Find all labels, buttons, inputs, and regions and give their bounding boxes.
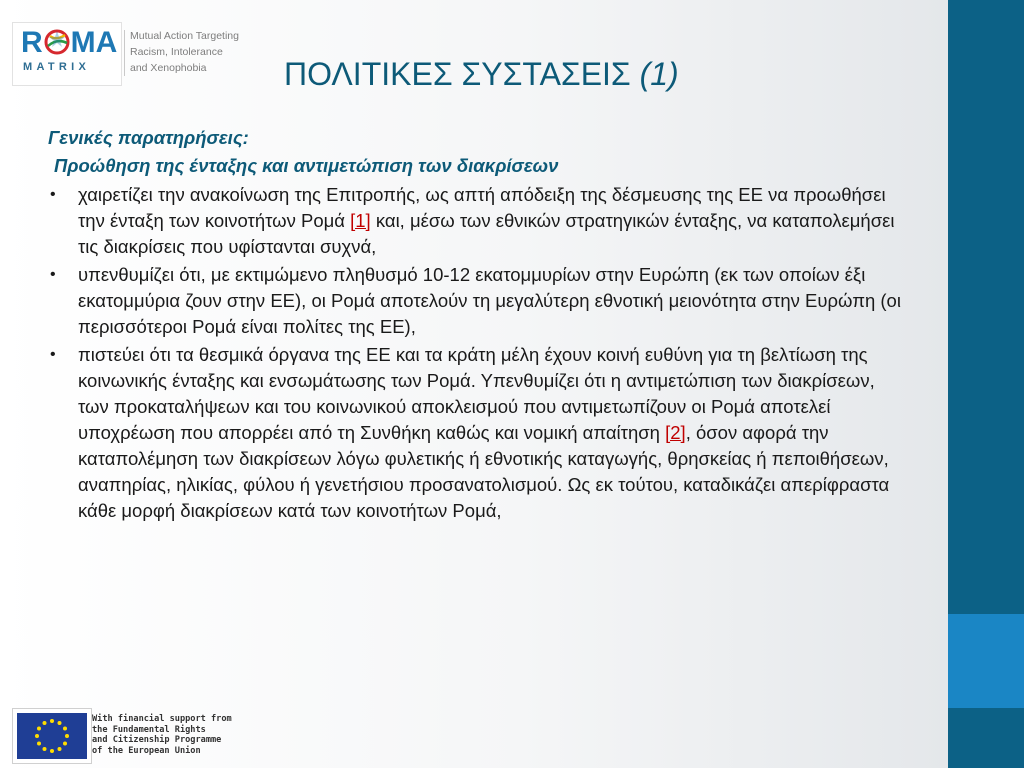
logo-tagline-line: Mutual Action Targeting [130,30,239,42]
subheading-general-remarks: Γενικές παρατηρήσεις: [48,127,249,148]
logo-tagline-line: and Xenophobia [130,62,207,74]
list-item [48,262,908,340]
globe-icon [44,29,70,55]
slide-content [48,124,908,526]
footnote-link-2[interactable]: [2] [665,422,686,443]
eu-flag-icon [12,708,92,764]
list-item [48,342,908,524]
eu-funding-footer [12,708,302,764]
slide-title-main: ΠΟΛΙΤΙΚΕΣ ΣΥΣΤΑΣΕΙΣ [284,56,631,92]
bullet-icon: • [50,186,56,203]
logo-letter-r: R [21,26,43,59]
bullet-list [48,182,908,524]
bullet-icon: • [50,266,56,283]
logo-tagline-line: Racism, Intolerance [130,46,223,58]
logo-matrix-text: MATRIX [23,61,91,73]
subheading-inclusion: Προώθηση της ένταξης και αντιμετώπιση των διακρίσεων [54,155,559,176]
list-item [48,182,908,260]
eu-funding-text [92,714,302,756]
bullet-text-after: , όσον αφορά την καταπολέμηση των διακρίσεων λόγω φυλετικής ή εθνοτικής καταγωγής, θρησκείας ή πεποιθήσεων, αναπηρίας, ηλικίας, φύλου ή γενετήσιου προσανατολισμού. Ως εκ τούτου, καταδικάζει απερίφραστα κάθε μορφή διακρίσεων κατά των κοινοτήτων Ρομά, [78,422,890,521]
logo-divider [124,30,125,76]
logo-tagline [130,28,270,76]
eu-funding-line: and Citizenship Programme [92,735,222,745]
eu-funding-line: the Fundamental Rights [92,724,206,735]
bullet-text: χαιρετίζει την ανακοίνωση της Επιτροπής, ως απτή απόδειξη της δέσμευσης της ΕΕ να προωθήσει την ένταξη των κοινοτήτων Ρομά [78,184,886,231]
eu-funding-line: With financial support from [92,714,232,724]
right-accent-bar-highlight [948,614,1024,708]
logo-letters-ma: MA [70,26,118,59]
footnote-link-1[interactable]: [1] [350,210,371,231]
bullet-text: πιστεύει ότι τα θεσμικά όργανα της ΕΕ και τα κράτη μέλη έχουν κοινή ευθύνη για τη βελτίωση της κοινωνικής ένταξης και ενσωμάτωσης των Ρομά. Υπενθυμίζει ότι η αντιμετώπιση των διακρίσεων, των προκαταλήψεων και του κοινωνικού αποκλεισμού που αντιμετωπίζουν οι Ρομά αποτελεί υποχρέωση που απορρέει από τη Συνθήκη καθώς και νομική απαίτηση [78,344,875,443]
logo-wordmark [21,26,117,60]
bullet-text-after: και, μέσω των εθνικών στρατηγικών ένταξης, να καταπολεμήσει τις διακρίσεις που υφίστανται συχνά, [78,210,895,257]
eu-funding-line: of the European Union [92,745,201,756]
bullet-icon: • [50,346,56,363]
logo-mark [12,22,122,86]
bullet-text: υπενθυμίζει ότι, με εκτιμώμενο πληθυσμό 10-12 εκατομμυρίων στην Ευρώπη (εκ των οποίων έξι εκατομμύρια ζουν στην ΕΕ), οι Ρομά αποτελούν τη μεγαλύτερη εθνοτική μειονότητα στην Ευρώπη (οι περισσότεροι Ρομά είναι πολίτες της ΕΕ), [78,264,901,337]
slide-title [284,56,884,93]
slide-title-number: (1) [639,56,679,92]
roma-matrix-logo [12,22,252,84]
